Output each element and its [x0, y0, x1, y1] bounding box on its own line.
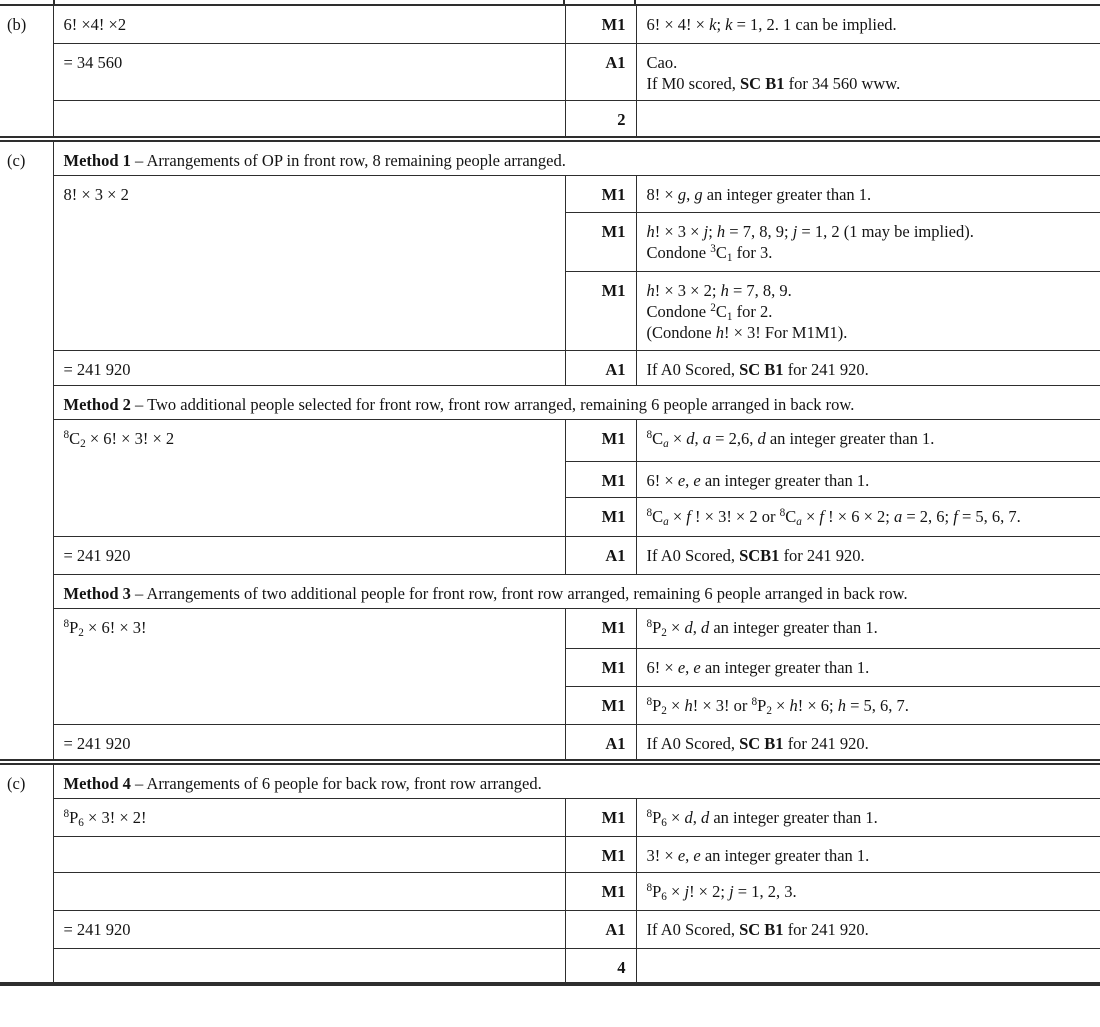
comment-cell — [636, 949, 1100, 983]
comment-cell: $^8P_6 \times j$! × 2; j = 1, 2, 3. — [636, 873, 1100, 911]
section-c1-table — [0, 142, 1100, 759]
part-label-b: (b) — [0, 5, 53, 136]
mark-code: A1 — [565, 911, 636, 949]
comment-cell: Cao. If M0 scored, SC B1 for 34 560 www. — [636, 43, 1100, 100]
part-label-c1: (c) — [0, 142, 53, 759]
comment-cell: 3! × e, e an integer greater than 1. — [636, 837, 1100, 873]
mark-code: M1 — [565, 213, 636, 272]
comment-cell: If A0 Scored, SC B1 for 241 920. — [636, 725, 1100, 759]
mark-code: M1 — [565, 176, 636, 213]
mark-code: M1 — [565, 498, 636, 537]
mark-code: A1 — [565, 537, 636, 575]
mark-code: M1 — [565, 873, 636, 911]
mark-code: M1 — [565, 609, 636, 649]
mark-code: M1 — [565, 687, 636, 725]
mark-total: 4 — [565, 949, 636, 983]
comment-cell: If A0 Scored, SC B1 for 241 920. — [636, 911, 1100, 949]
answer-cell — [53, 837, 565, 873]
comment-cell: $^8C_a \times d$, a = 2,6, d an integer greater than 1. — [636, 420, 1100, 462]
answer-cell: = 241 920 — [53, 351, 565, 386]
answer-cell: 6! ×4! ×2 — [53, 5, 565, 43]
answer-cell: $^8P_6 \times 3$! × 2! — [53, 799, 565, 837]
method-2-header: Method 2 – Two additional people selected for front row, front row arranged, remaining 6 people arranged in back row. — [53, 386, 1100, 420]
cropped-row-edge — [0, 0, 1100, 4]
mark-code: M1 — [565, 462, 636, 498]
answer-cell: = 34 560 — [53, 43, 565, 100]
method-1-header: Method 1 – Arrangements of OP in front row, 8 remaining people arranged. — [53, 142, 1100, 176]
answer-cell: = 241 920 — [53, 911, 565, 949]
answer-cell: $^8P_2 \times 6$! × 3! — [53, 609, 565, 725]
comment-cell: 6! × e, e an integer greater than 1. — [636, 649, 1100, 687]
answer-cell — [53, 949, 565, 983]
comment-cell: 8! × g, g an integer greater than 1. — [636, 176, 1100, 213]
method-3-header: Method 3 – Arrangements of two additional people for front row, front row arranged, remaining 6 people arranged in back row. — [53, 575, 1100, 609]
mark-code: M1 — [565, 420, 636, 462]
mark-code: M1 — [565, 5, 636, 43]
section-b-table — [0, 4, 1100, 136]
comment-cell: $^8C_a \times f$ ! × 3! × 2 or $^8C_a \times f$ ! × 6 × 2; a = 2, 6; f = 5, 6, 7. — [636, 498, 1100, 537]
comment-cell: h! × 3 × j; h = 7, 8, 9; j = 1, 2 (1 may be implied). Condone $^3C_1$ for 3. — [636, 213, 1100, 272]
part-label-c2: (c) — [0, 765, 53, 983]
comment-cell: h! × 3 × 2; h = 7, 8, 9. Condone $^2C_1$ for 2. (Condone h! × 3! For M1M1). — [636, 272, 1100, 351]
comment-cell — [636, 100, 1100, 136]
comment-cell: $^8P_2 \times d$, d an integer greater than 1. — [636, 609, 1100, 649]
comment-cell: If A0 Scored, SC B1 for 241 920. — [636, 351, 1100, 386]
comment-cell: 6! × e, e an integer greater than 1. — [636, 462, 1100, 498]
answer-cell: 8! × 3 × 2 — [53, 176, 565, 351]
comment-cell: If A0 Scored, SCB1 for 241 920. — [636, 537, 1100, 575]
comment-cell: 6! × 4! × k; k = 1, 2. 1 can be implied. — [636, 5, 1100, 43]
comment-cell: $^8P_2 \times h$! × 3! or $^8P_2 \times h$! × 6; h = 5, 6, 7. — [636, 687, 1100, 725]
comment-cell: $^8P_6 \times d$, d an integer greater than 1. — [636, 799, 1100, 837]
mark-code: A1 — [565, 43, 636, 100]
mark-code: M1 — [565, 649, 636, 687]
section-c2-table — [0, 765, 1100, 983]
answer-cell: = 241 920 — [53, 537, 565, 575]
mark-code: M1 — [565, 272, 636, 351]
answer-cell — [53, 100, 565, 136]
mark-code: M1 — [565, 799, 636, 837]
mark-total: 2 — [565, 100, 636, 136]
answer-cell: $^8C_2 \times 6$! × 3! × 2 — [53, 420, 565, 537]
mark-code: M1 — [565, 837, 636, 873]
method-4-header: Method 4 – Arrangements of 6 people for back row, front row arranged. — [53, 765, 1100, 799]
answer-cell: = 241 920 — [53, 725, 565, 759]
answer-cell — [53, 873, 565, 911]
mark-code: A1 — [565, 725, 636, 759]
mark-code: A1 — [565, 351, 636, 386]
bottom-rule — [0, 982, 1100, 986]
